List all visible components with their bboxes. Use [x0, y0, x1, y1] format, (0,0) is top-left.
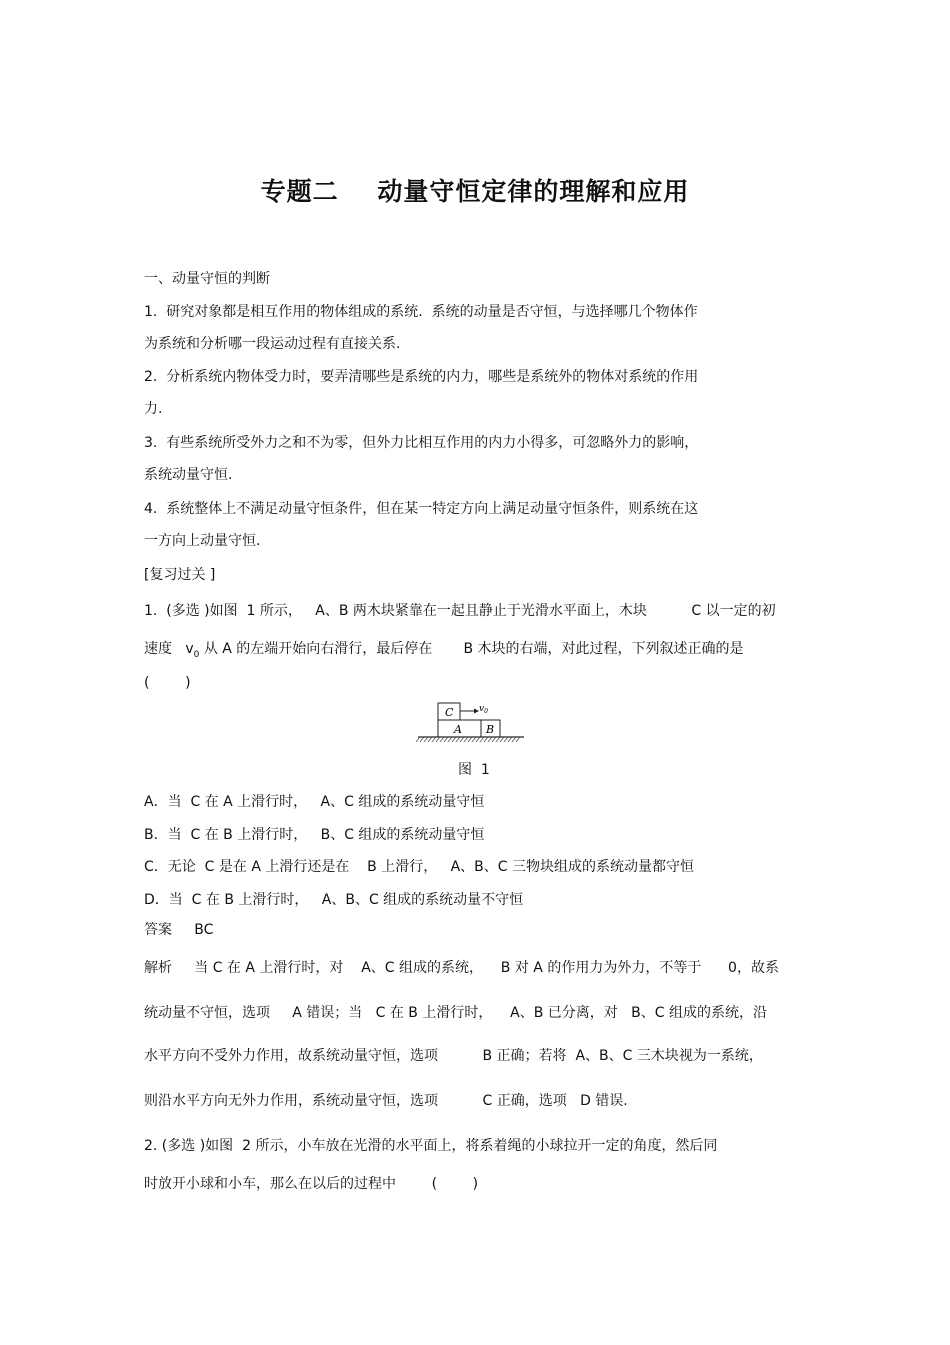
hatch-mark	[464, 737, 468, 742]
hatch-mark	[440, 737, 444, 742]
point-4-line-2: 一方向上动量守恒.	[144, 533, 261, 549]
point-1-line-1: 1. 研究对象都是相互作用的物体组成的系统. 系统的动量是否守恒，与选择哪几个物体作	[144, 304, 698, 320]
block-b-label: B	[486, 723, 495, 736]
ground-hatching	[416, 737, 520, 742]
analysis-line-1: 解析 当 C 在 A 上滑行时，对 A、C 组成的系统， B 对 A 的作用力为外力，不等于 0，故系	[144, 960, 779, 976]
hatch-mark	[484, 737, 488, 742]
q1-stem-line-2	[144, 640, 744, 664]
hatch-mark	[492, 737, 496, 742]
hatch-mark	[448, 737, 452, 742]
hatch-mark	[488, 737, 492, 742]
hatch-mark	[508, 737, 512, 742]
hatch-mark	[472, 737, 476, 742]
section-heading: 一、动量守恒的判断	[144, 271, 270, 287]
hatch-mark	[468, 737, 472, 742]
block-a-label: A	[454, 723, 462, 736]
hatch-mark	[504, 737, 508, 742]
block-c-label: C	[445, 706, 454, 719]
q1-stem-pre: 速度 v	[144, 641, 194, 657]
hatch-mark	[436, 737, 440, 742]
option-a: A．当 C 在 A 上滑行时， A、C 组成的系统动量守恒	[144, 794, 485, 810]
hatch-mark	[424, 737, 428, 742]
analysis-line-4: 则沿水平方向无外力作用，系统动量守恒，选项 C 正确，选项 D 错误.	[144, 1093, 628, 1109]
figure-1-blocks-diagram	[414, 699, 526, 745]
review-label: [复习过关 ]	[144, 567, 216, 583]
point-3-line-1: 3. 有些系统所受外力之和不为零，但外力比相互作用的内力小得多，可忽略外力的影响，	[144, 435, 699, 451]
hatch-mark	[512, 737, 516, 742]
q1-stem-sub: 0	[193, 649, 200, 660]
option-c: C．无论 C 是在 A 上滑行还是在 B 上滑行， A、B、C 三物块组成的系统动量都守恒	[144, 859, 694, 875]
q2-stem-line-2: 时放开小球和小车，那么在以后的过程中 ( )	[144, 1176, 479, 1192]
figure-1-caption: 图 1	[458, 762, 490, 778]
hatch-mark	[480, 737, 484, 742]
hatch-mark	[444, 737, 448, 742]
point-4-line-1: 4. 系统整体上不满足动量守恒条件，但在某一特定方向上满足动量守恒条件，则系统在这	[144, 501, 699, 517]
point-2-line-2: 力.	[144, 401, 163, 417]
point-2-line-1: 2. 分析系统内物体受力时，要弄清哪些是系统的内力，哪些是系统外的物体对系统的作用	[144, 369, 699, 385]
hatch-mark	[456, 737, 460, 742]
hatch-mark	[416, 737, 420, 742]
hatch-mark	[420, 737, 424, 742]
hatch-mark	[500, 737, 504, 742]
option-b: B．当 C 在 B 上滑行时， B、C 组成的系统动量守恒	[144, 827, 485, 843]
velocity-label: $v_0$	[479, 704, 488, 715]
hatch-mark	[428, 737, 432, 742]
hatch-mark	[432, 737, 436, 742]
hatch-mark	[452, 737, 456, 742]
analysis-line-2: 统动量不守恒，选项 A 错误；当 C 在 B 上滑行时， A、B 已分离，对 B、C 组成的系统，沿	[144, 1005, 767, 1021]
page-title: 专题二 动量守恒定律的理解和应用	[260, 177, 690, 206]
analysis-line-3: 水平方向不受外力作用，故系统动量守恒，选项 B 正确；若将 A、B、C 三木块视为一系统，	[144, 1048, 763, 1064]
hatch-mark	[460, 737, 464, 742]
q1-stem-post: 从 A 的左端开始向右滑行，最后停在 B 木块的右端，对此过程，下列叙述正确的是	[199, 641, 744, 657]
hatch-mark	[516, 737, 520, 742]
hatch-mark	[476, 737, 480, 742]
q1-stem-line-1: 1. (多选 )如图 1 所示， A、B 两木块紧靠在一起且静止于光滑水平面上，木块 C 以一定的初	[144, 603, 776, 619]
point-1-line-2: 为系统和分析哪一段运动过程有直接关系.	[144, 336, 401, 352]
q2-stem-line-1: 2. (多选 )如图 2 所示，小车放在光滑的水平面上，将系着绳的小球拉开一定的角度，然后同	[144, 1138, 718, 1154]
point-3-line-2: 系统动量守恒.	[144, 467, 233, 483]
answer: 答案 BC	[144, 922, 214, 938]
hatch-mark	[496, 737, 500, 742]
option-d: D．当 C 在 B 上滑行时， A、B、C 组成的系统动量不守恒	[144, 892, 524, 908]
q1-answer-bracket: ( )	[144, 675, 191, 691]
